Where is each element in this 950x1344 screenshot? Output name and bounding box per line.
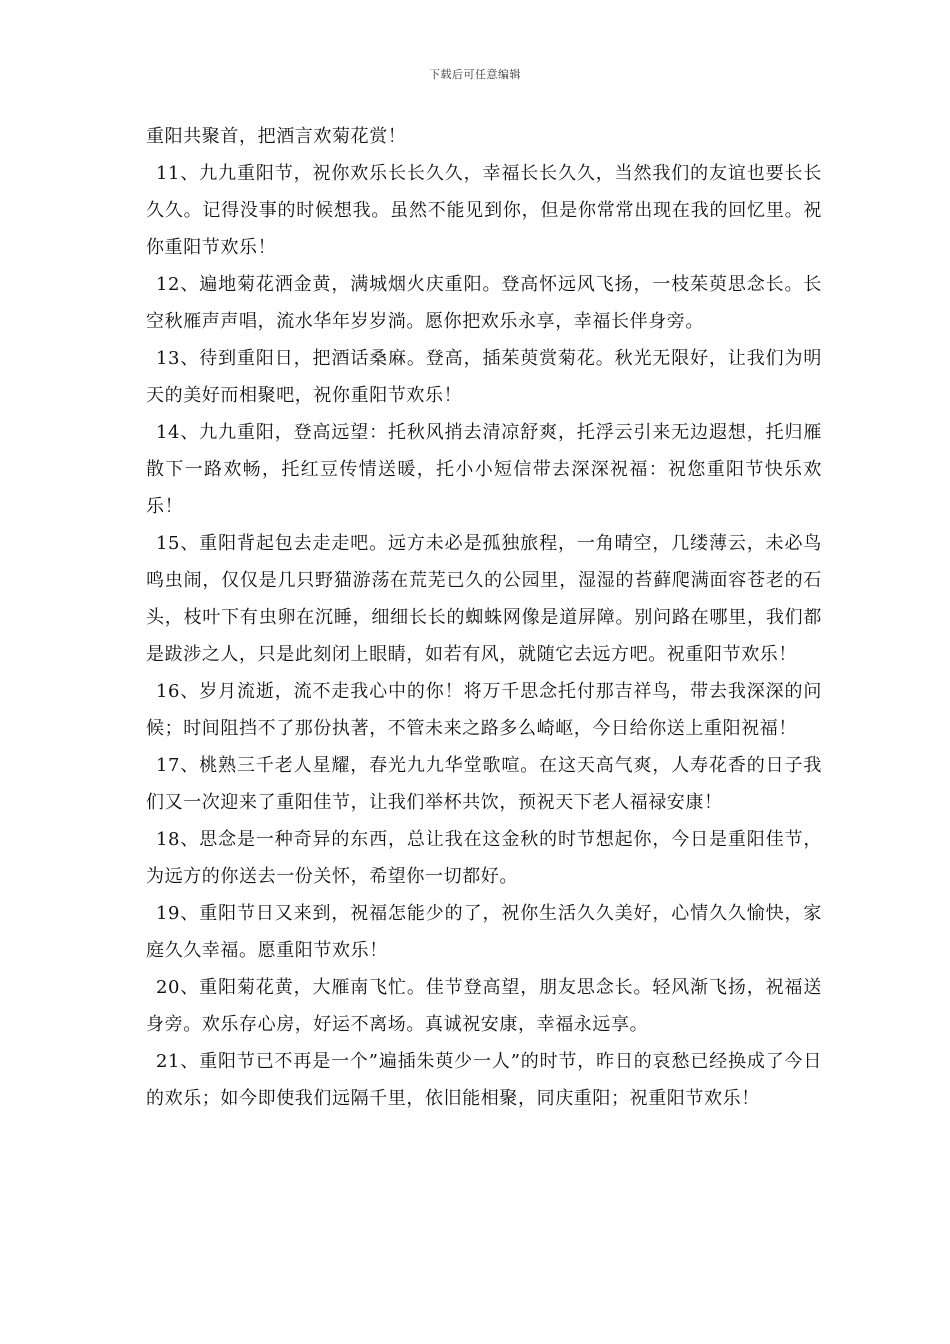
paragraph-19: 19、重阳节日又来到，祝福怎能少的了，祝你生活久久美好，心情久久愉快，家庭久久幸福。愿重阳节欢乐！ (146, 903, 822, 961)
paragraph-21: 21、重阳节已不再是一个”遍插朱萸少一人”的时节，昨日的哀愁已经换成了今日的欢乐；如今即使我们远隔千里，依旧能相聚，同庆重阳；祝重阳节欢乐！ (146, 1051, 822, 1109)
paragraph-18: 18、思念是一种奇异的东西，总让我在这金秋的时节想起你，今日是重阳佳节，为远方的你送去一份关怀，希望你一切都好。 (146, 829, 822, 887)
paragraph-13: 13、待到重阳日，把酒话桑麻。登高，插茱萸赏菊花。秋光无限好，让我们为明天的美好而相聚吧，祝你重阳节欢乐！ (146, 348, 822, 406)
page-header-note: 下载后可任意编辑 (429, 68, 521, 81)
paragraph-14: 14、九九重阳，登高远望：托秋风捎去清凉舒爽，托浮云引来无边遐想，托归雁散下一路欢畅，托红豆传情送暖，托小小短信带去深深祝福：祝您重阳节快乐欢乐！ (146, 422, 822, 517)
paragraph-17: 17、桃熟三千老人星耀，春光九九华堂歌喧。在这天高气爽，人寿花香的日子我们又一次迎来了重阳佳节，让我们举杯共饮，预祝天下老人福禄安康！ (146, 755, 822, 813)
paragraph-12: 12、遍地菊花洒金黄，满城烟火庆重阳。登高怀远风飞扬，一枝茱萸思念长。长空秋雁声声唱，流水华年岁岁淌。愿你把欢乐永享，幸福长伴身旁。 (146, 274, 822, 332)
document-body (146, 118, 822, 1117)
paragraph-11: 11、九九重阳节，祝你欢乐长长久久，幸福长长久久，当然我们的友谊也要长长久久。记得没事的时候想我。虽然不能见到你，但是你常常出现在我的回忆里。祝你重阳节欢乐！ (146, 163, 822, 258)
paragraph-continuation: 重阳共聚首，把酒言欢菊花赏！ (146, 126, 407, 147)
paragraph-15: 15、重阳背起包去走走吧。远方未必是孤独旅程，一角晴空，几缕薄云，未必鸟鸣虫闹，仅仅是几只野猫游荡在荒芜已久的公园里，湿湿的苔藓爬满面容苍老的石头，枝叶下有虫卵在沉睡，细细长长的蜘蛛网像是道屏障。别问路在哪里，我们都是跋涉之人，只是此刻闭上眼睛，如若有风，就随它去远方吧。祝重阳节欢乐！ (146, 533, 822, 665)
paragraph-20: 20、重阳菊花黄，大雁南飞忙。佳节登高望，朋友思念长。轻风渐飞扬，祝福送身旁。欢乐存心房，好运不离场。真诚祝安康，幸福永远享。 (146, 977, 822, 1035)
paragraph-16: 16、岁月流逝，流不走我心中的你！将万千思念托付那吉祥鸟，带去我深深的问候；时间阻挡不了那份执著，不管未来之路多么崎岖，今日给你送上重阳祝福！ (146, 681, 822, 739)
